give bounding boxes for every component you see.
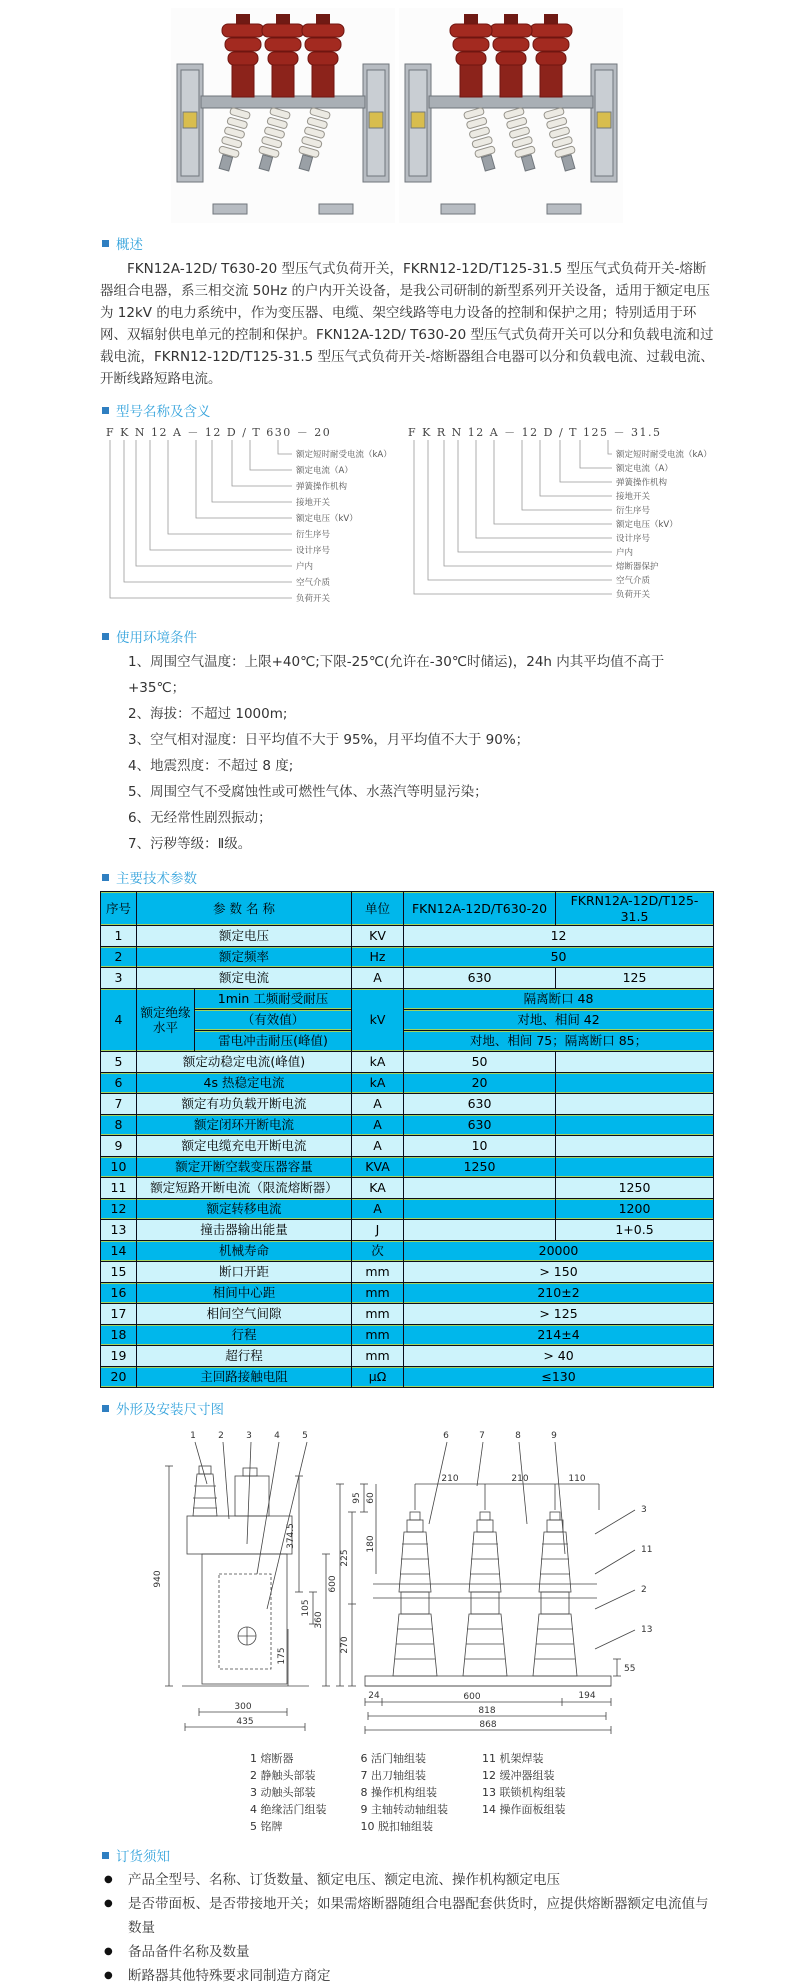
cell-value: 630	[404, 1115, 556, 1136]
dim-label: 225	[340, 1549, 350, 1567]
cell-value: 对地、相间 75；隔离断口 85；	[404, 1031, 714, 1052]
red-bushings	[222, 14, 344, 97]
cell-no: 5	[101, 1052, 137, 1073]
cell-value: 1250	[404, 1157, 556, 1178]
cell-value	[556, 1157, 714, 1178]
cell-no: 6	[101, 1073, 137, 1094]
cell-value: 1+0.5	[556, 1220, 714, 1241]
cell-value	[556, 1052, 714, 1073]
section-title-environment	[102, 626, 714, 646]
model-code-right: F K R N 12 A － 12 D / T 125 － 31.5	[408, 426, 662, 439]
environment-item: 1、周围空气温度：上限+40℃;下限-25℃(允许在-30℃时储运)，24h 内其平均值不高于+35℃；	[128, 654, 665, 696]
legend-item: 13 联锁机构组装	[482, 1786, 566, 1800]
cell-name: 相间空气间隙	[137, 1304, 352, 1325]
cell-value: > 150	[404, 1262, 714, 1283]
section-square-icon	[102, 874, 109, 881]
section-title-drawing	[102, 1398, 714, 1418]
environment-item: 4、地震烈度：不超过 8 度;	[128, 758, 294, 774]
cell-no: 10	[101, 1157, 137, 1178]
header-no: 序号	[101, 892, 137, 926]
cell-name: 额定电流	[137, 968, 352, 989]
bullet-icon: ●	[104, 1970, 113, 1982]
legend-item: 2 静触头部装	[250, 1769, 316, 1783]
cell-value: 50	[404, 1052, 556, 1073]
cell-unit: kA	[352, 1073, 404, 1094]
cell-no: 2	[101, 947, 137, 968]
cell-no: 13	[101, 1220, 137, 1241]
cell-unit: mm	[352, 1304, 404, 1325]
table-row	[101, 926, 714, 947]
model-diagram-right	[402, 424, 712, 616]
table-row	[101, 1346, 714, 1367]
cell-unit: 次	[352, 1241, 404, 1262]
dim-label: 600	[328, 1575, 338, 1593]
legend-item: 4 绝缘活门组装	[250, 1803, 327, 1817]
table-row	[101, 1052, 714, 1073]
dim-label: 24	[368, 1691, 380, 1702]
callout-number: 2	[641, 1585, 647, 1596]
cell-subname: 1min 工频耐受耐压	[195, 989, 352, 1010]
cell-unit: kV	[352, 989, 404, 1052]
drawing-legend	[250, 1750, 714, 1835]
legend-item: 11 机架焊装	[482, 1752, 544, 1766]
table-row	[101, 1325, 714, 1346]
cell-value: > 125	[404, 1304, 714, 1325]
cell-no: 16	[101, 1283, 137, 1304]
cell-value: 20	[404, 1073, 556, 1094]
section-title-text: 概述	[116, 237, 143, 253]
cell-unit: mm	[352, 1262, 404, 1283]
table-row	[101, 1136, 714, 1157]
legend-item: 14 操作面板组装	[482, 1803, 566, 1817]
environment-list	[100, 649, 714, 857]
section-square-icon	[102, 240, 109, 247]
legend-item: 12 缓冲器组装	[482, 1769, 555, 1783]
ordering-list	[100, 1868, 714, 1988]
dim-label: 95	[352, 1492, 362, 1504]
ordering-item: ● 备品备件名称及数量	[100, 1940, 714, 1964]
environment-item: 5、周围空气不受腐蚀性或可燃性气体、水蒸汽等明显污染；	[128, 784, 488, 800]
cell-name: 断口开距	[137, 1262, 352, 1283]
section-square-icon	[102, 1852, 109, 1859]
dim-label: 940	[153, 1570, 163, 1588]
dim-label: 360	[314, 1611, 324, 1629]
callout-number: 9	[551, 1431, 557, 1442]
table-row	[101, 947, 714, 968]
model-label: 设计序号	[616, 534, 651, 544]
table-row	[101, 1220, 714, 1241]
header-fkrn: FKRN12A-12D/T125-31.5	[556, 892, 714, 926]
cell-value: 隔离断口 48	[404, 989, 714, 1010]
model-label: 户内	[616, 548, 634, 558]
bullet-icon: ●	[104, 1874, 113, 1886]
cell-name: 相间中心距	[137, 1283, 352, 1304]
model-label: 衍生序号	[296, 530, 331, 540]
cell-name: 额定绝缘水平	[137, 989, 195, 1052]
cell-unit: KVA	[352, 1157, 404, 1178]
cell-no: 20	[101, 1367, 137, 1388]
bullet-icon: ●	[104, 1898, 113, 1910]
dim-label: 435	[236, 1717, 254, 1728]
callout-number: 5	[302, 1431, 308, 1442]
dim-label: 180	[366, 1535, 376, 1553]
legend-item: 1 熔断器	[250, 1752, 294, 1766]
product-photo-right	[399, 8, 623, 223]
cell-unit: mm	[352, 1325, 404, 1346]
header-fkn: FKN12A-12D/T630-20	[404, 892, 556, 926]
cell-value	[556, 1136, 714, 1157]
cell-subname: （有效值）	[195, 1010, 352, 1031]
model-label: 设计序号	[296, 546, 331, 556]
dim-label: 600	[463, 1692, 481, 1703]
environment-item: 7、污秽等级：Ⅱ级。	[128, 836, 252, 852]
cell-no: 7	[101, 1094, 137, 1115]
parameters-table	[100, 891, 714, 1388]
callout-number: 8	[515, 1431, 521, 1442]
cell-value: > 40	[404, 1346, 714, 1367]
cell-unit: KV	[352, 926, 404, 947]
section-title-text: 主要技术参数	[116, 871, 197, 887]
model-label: 额定电压（kV）	[616, 520, 678, 530]
cell-value: 1200	[556, 1199, 714, 1220]
cell-unit: mm	[352, 1283, 404, 1304]
section-square-icon	[102, 633, 109, 640]
model-label: 额定短时耐受电流（kA）	[616, 450, 712, 460]
callout-number: 3	[246, 1431, 252, 1442]
model-label: 户内	[296, 562, 314, 572]
legend-item: 9 主轴转动轴组装	[360, 1803, 448, 1817]
dim-label: 300	[234, 1702, 252, 1713]
dim-label: 868	[479, 1720, 497, 1731]
header-unit: 单位	[352, 892, 404, 926]
section-title-text: 使用环境条件	[116, 630, 197, 646]
cell-value: 20000	[404, 1241, 714, 1262]
dim-label: 270	[340, 1636, 350, 1654]
cell-name: 额定有功负载开断电流	[137, 1094, 352, 1115]
callout-number: 7	[479, 1431, 485, 1442]
callout-number: 3	[641, 1505, 647, 1516]
product-photo-left	[171, 8, 395, 223]
model-label: 负荷开关	[616, 590, 651, 600]
legend-item: 7 出刀轴组装	[360, 1769, 426, 1783]
table-row	[101, 1073, 714, 1094]
section-title-text: 外形及安装尺寸图	[116, 1402, 224, 1419]
model-diagrams	[100, 424, 714, 616]
cell-name: 额定电缆充电开断电流	[137, 1136, 352, 1157]
cell-unit: A	[352, 1136, 404, 1157]
cell-name: 超行程	[137, 1346, 352, 1367]
cell-no: 8	[101, 1115, 137, 1136]
callout-number: 6	[443, 1431, 449, 1442]
cell-name: 机械寿命	[137, 1241, 352, 1262]
model-label: 空气介质	[616, 576, 651, 586]
cell-unit: J	[352, 1220, 404, 1241]
table-row	[101, 1304, 714, 1325]
cell-no: 15	[101, 1262, 137, 1283]
cell-no: 12	[101, 1199, 137, 1220]
cell-value: 1250	[556, 1178, 714, 1199]
cell-value: 对地、相间 42	[404, 1010, 714, 1031]
table-row	[101, 1115, 714, 1136]
bullet-icon: ●	[104, 1946, 113, 1958]
cell-value: 125	[556, 968, 714, 989]
section-title-ordering	[102, 1845, 714, 1865]
cell-name: 主回路接触电阻	[137, 1367, 352, 1388]
dim-label: 55	[624, 1664, 636, 1675]
model-label: 弹簧操作机构	[616, 478, 668, 488]
overview-paragraph: FKN12A-12D/ T630-20 型压气式负荷开关，FKRN12-12D/T125-31.5 型压气式负荷开关-熔断器组合电器，系三相交流 50Hz 的户内开关设备，是我公司研制的新型系列开关设备，适用于额定电压为 12kV 的电力系统中，作为变压器、电缆、架空线路等电力设备的控制和保护之用；特别适用于环网、双辐射供电单元的控制和保护。FKN12A-12D/ T630-20 型压气式负荷开关可以分和负载电流和过载电流，FKRN12-12D/T125-31.5 型压气式负荷开关-熔断器组合电器可以分和负载电流、过载电流、开断线路短路电流。	[100, 261, 714, 387]
cell-name: 额定开断空载变压器容量	[137, 1157, 352, 1178]
cell-value	[556, 1094, 714, 1115]
environment-item: 6、无经常性剧烈振动；	[128, 810, 272, 826]
dimension-drawing	[100, 1424, 714, 1746]
cell-name: 额定电压	[137, 926, 352, 947]
cell-no: 14	[101, 1241, 137, 1262]
section-title-parameters	[102, 867, 714, 887]
table-row	[101, 1199, 714, 1220]
dim-label: 60	[366, 1492, 376, 1504]
header-name: 参 数 名 称	[137, 892, 352, 926]
ordering-item: ● 产品全型号、名称、订货数量、额定电压、额定电流、操作机构额定电压	[100, 1868, 714, 1892]
legend-item: 6 活门轴组装	[360, 1752, 426, 1766]
section-title-model	[102, 400, 714, 420]
cell-value: 214±4	[404, 1325, 714, 1346]
dim-label: 175	[277, 1647, 287, 1665]
cell-unit: kA	[352, 1052, 404, 1073]
table-row	[101, 989, 714, 1010]
cell-name: 额定短路开断电流（限流熔断器）	[137, 1178, 352, 1199]
callout-number: 1	[190, 1431, 196, 1442]
callout-number: 2	[218, 1431, 224, 1442]
product-photos	[0, 0, 793, 223]
legend-item: 3 动触头部装	[250, 1786, 316, 1800]
dim-label: 818	[478, 1706, 496, 1717]
legend-item: 8 操作机构组装	[360, 1786, 437, 1800]
environment-item: 3、空气相对湿度：日平均值不大于 95%，月平均值不大于 90%；	[128, 732, 530, 748]
dim-label: 210	[441, 1474, 459, 1485]
model-label: 接地开关	[296, 498, 331, 508]
table-row	[101, 1178, 714, 1199]
table-row	[101, 1241, 714, 1262]
legend-item: 5 铭牌	[250, 1820, 283, 1834]
cell-no: 18	[101, 1325, 137, 1346]
callout-number: 13	[641, 1625, 653, 1636]
model-label: 负荷开关	[296, 594, 331, 604]
environment-item: 2、海拔：不超过 1000m;	[128, 706, 288, 722]
cell-value	[404, 1178, 556, 1199]
model-code-left: F K N 12 A － 12 D / T 630 － 20	[106, 426, 332, 439]
table-row	[101, 1283, 714, 1304]
cell-name: 额定转移电流	[137, 1199, 352, 1220]
dim-label: 110	[568, 1474, 586, 1485]
model-label: 空气介质	[296, 578, 331, 588]
cell-value: 50	[404, 947, 714, 968]
cell-value: 210±2	[404, 1283, 714, 1304]
model-label: 弹簧操作机构	[296, 482, 348, 492]
cell-name: 撞击器输出能量	[137, 1220, 352, 1241]
cell-no: 4	[101, 989, 137, 1052]
model-label: 衍生序号	[616, 506, 651, 516]
cell-value	[404, 1220, 556, 1241]
cell-value	[556, 1115, 714, 1136]
cell-subname: 雷电冲击耐压(峰值)	[195, 1031, 352, 1052]
cell-unit: A	[352, 1094, 404, 1115]
cell-no: 17	[101, 1304, 137, 1325]
table-row	[101, 968, 714, 989]
cell-value	[556, 1073, 714, 1094]
table-header-row	[101, 892, 714, 926]
cell-no: 11	[101, 1178, 137, 1199]
dim-label: 194	[578, 1691, 596, 1702]
dim-label: 210	[511, 1474, 529, 1485]
cell-value	[404, 1199, 556, 1220]
section-square-icon	[102, 1405, 109, 1412]
cell-no: 19	[101, 1346, 137, 1367]
table-row	[101, 1262, 714, 1283]
section-square-icon	[102, 407, 109, 414]
section-title-text: 订货须知	[116, 1849, 170, 1866]
cell-no: 9	[101, 1136, 137, 1157]
cell-value: 10	[404, 1136, 556, 1157]
cell-unit: A	[352, 968, 404, 989]
cell-name: 行程	[137, 1325, 352, 1346]
cell-unit: KA	[352, 1178, 404, 1199]
cell-value: 12	[404, 926, 714, 947]
cell-unit: A	[352, 1115, 404, 1136]
cell-value: 630	[404, 1094, 556, 1115]
cell-unit: A	[352, 1199, 404, 1220]
table-row	[101, 1157, 714, 1178]
cell-name: 4s 热稳定电流	[137, 1073, 352, 1094]
model-label: 接地开关	[616, 492, 651, 502]
cell-unit: μΩ	[352, 1367, 404, 1388]
table-row	[101, 1367, 714, 1388]
model-label: 额定电流（A）	[296, 466, 353, 476]
model-label: 额定短时耐受电流（kA）	[296, 450, 392, 460]
cell-no: 3	[101, 968, 137, 989]
cell-no: 1	[101, 926, 137, 947]
table-row	[101, 1094, 714, 1115]
ordering-item: ● 是否带面板、是否带接地开关；如果需熔断器随组合电器配套供货时，应提供熔断器额定电流值与数量	[100, 1892, 714, 1940]
dim-label: 105	[301, 1599, 311, 1617]
cell-unit: Hz	[352, 947, 404, 968]
legend-item: 10 脱扣轴组装	[360, 1820, 433, 1834]
model-label: 额定电压（kV）	[296, 514, 358, 524]
section-title-overview	[102, 233, 714, 253]
callout-number: 11	[641, 1545, 653, 1556]
cell-name: 额定频率	[137, 947, 352, 968]
cell-value: 630	[404, 968, 556, 989]
model-label: 熔断器保护	[616, 562, 659, 572]
ordering-item: ● 断路器其他特殊要求同制造方商定	[100, 1964, 714, 1988]
dim-label: 374.5	[286, 1523, 296, 1550]
cell-value: ≤130	[404, 1367, 714, 1388]
section-title-text: 型号名称及含义	[116, 404, 211, 420]
cell-unit: mm	[352, 1346, 404, 1367]
callout-number: 4	[274, 1431, 280, 1442]
cell-name: 额定动稳定电流(峰值)	[137, 1052, 352, 1073]
cell-name: 额定闭环开断电流	[137, 1115, 352, 1136]
model-label: 额定电流（A）	[616, 464, 673, 474]
model-diagram-left	[100, 424, 392, 616]
